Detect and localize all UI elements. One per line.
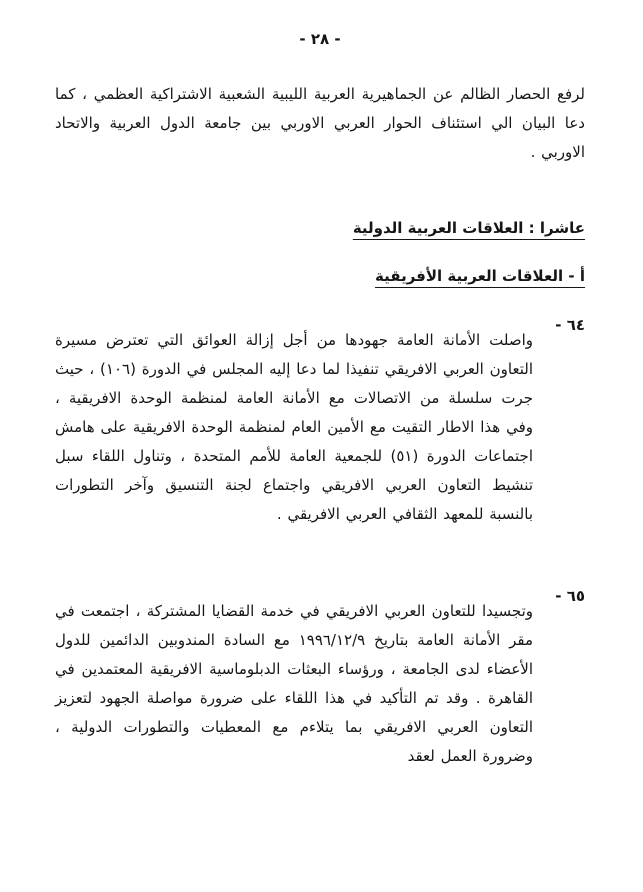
subsection-heading: أ - العلاقات العربية الأفريقية (375, 267, 585, 285)
item-text: واصلت الأمانة العامة جهودها من أجل إزالة العوائق التي تعترض مسيرة التعاون العربي الافريقي تنفيذا لما دعا إليه المجلس في الدورة (١٠٦) ، حيث جرت سلسلة من الاتصالات مع الأمانة العامة لمنظمة الوحدة الافريقية ، وفي هذا الاطار التقيت مع الأمين العام لمنظمة الوحدة الافريقية على هامش اجتماعات الدورة (٥١) للجمعية العامة للأمم المتحدة ، وتناول اللقاء سبل تنشيط التعاون العربي الافريقي واجتماع لجنة التنسيق وآخر التطورات بالنسبة للمعهد الثقافي العربي الافريقي . (55, 331, 533, 523)
item-text: وتجسيدا للتعاون العربي الافريقي في خدمة القضايا المشتركة ، اجتمعت في مقر الأمانة العامة بتاريخ ١٩٩٦/١٢/٩ مع السادة المندوبين الدائمين للدول الأعضاء لدى الجامعة ، ورؤساء البعثات الدبلوماسية الافريقية المعتمدين في القاهرة . وقد تم التأكيد في هذا اللقاء على ضرورة مواصلة الجهود لتعزيز التعاون العربي الافريقي بما يتلاءم مع المعطيات والتطورات الدولية ، وضرورة العمل لعقد (55, 602, 533, 765)
paragraph-item-64 (55, 311, 585, 544)
item-number: ٦٥ - (555, 587, 585, 605)
section-heading: عاشرا : العلاقات العربية الدولية (352, 219, 585, 237)
item-number: ٦٤ - (555, 316, 585, 334)
paragraph-item-65 (55, 582, 585, 786)
page-number: - ٢٨ - (299, 30, 341, 48)
intro-paragraph: لرفع الحصار الظالم عن الجماهيرية العربية الليبية الشعبية الاشتراكية العظمي ، كما دعا البيان الي استئناف الحوار العربي الاوربي بين جامعة الدول العربية والاتحاد الاوربي . (55, 85, 585, 161)
